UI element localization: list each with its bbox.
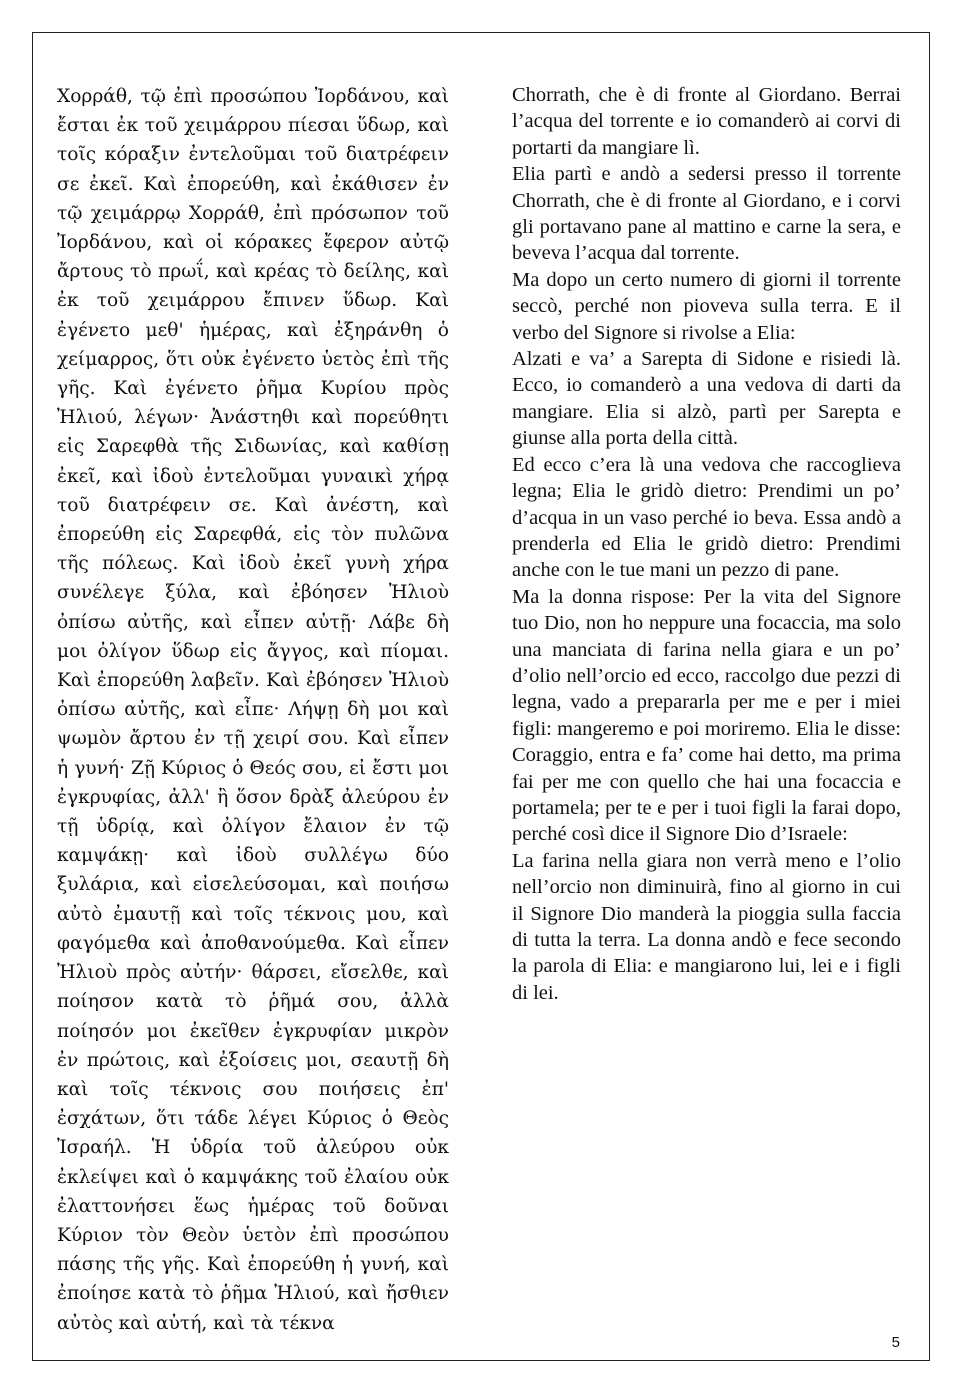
page-number: 5 (891, 1334, 900, 1351)
italian-paragraph: Ed ecco c’era là una vedova che raccoglieva legna; Elia le gridò dietro: Prendimi un po’ d’acqua in un vaso perché io beva. Essa andò a prenderla ed Elia le gridò dietro: Prendimi anche con le tue mani un pezzo di pane. (512, 453, 901, 582)
italian-paragraph: La farina nella giara non verrà meno e l’olio nell’orcio non diminuirà, fino al giorno in cui il Signore Dio manderà la pioggia sulla faccia di tutta la terra. La donna andò e fece secondo la parola di Elia: e mangiarono lui, lei e i figli di lei. (512, 849, 901, 1004)
italian-paragraph: Ma dopo un certo numero di giorni il torrente seccò, perché non pioveva sulla terra. E il verbo del Signore si rivolse a Elia: (512, 268, 901, 344)
italian-column (512, 82, 901, 1006)
italian-paragraph: Ma la donna rispose: Per la vita del Signore tuo Dio, non ho neppure una focaccia, ma solo una manciata di farina nella giara e un po’ d’olio nell’orcio ed ecco, raccolgo due pezzi di legna, vado a prepararla per me e per i miei figli: mangeremo e poi moriremo. Elia le disse: Coraggio, entra e fa’ come hai detto, ma prima fai per me con quello che hai una focaccia e portamela; per te e per i tuoi figli la farai dopo, perché così dice il Signore Dio d’Israele: (512, 585, 901, 846)
greek-column (57, 82, 449, 1338)
italian-paragraph: Chorrath, che è di fronte al Giordano. Berrai l’acqua del torrente e io comanderò ai corvi di portarti da mangiare lì. (512, 84, 901, 159)
italian-paragraph: Elia partì e andò a sedersi presso il torrente Chorrath, che è di fronte al Giordano, e i corvi gli portavano pane al mattino e carne la sera, e beveva l’acqua dal torrente. (512, 163, 901, 265)
italian-paragraph: Alzati e va’ a Sarepta di Sidone e risiedi là. Ecco, io comanderò a una vedova di darti da mangiare. Elia si alzò, partì per Sarepta e giunse alla porta della città. (512, 348, 901, 450)
greek-text: Χορράθ, τῷ ἐπὶ προσώπου Ἰορδάνου, καὶ ἔσται ἐκ τοῦ χειμάρρου πίεσαι ὕδωρ, καὶ τοῖς κόραξιν ἐντελοῦμαι τοῦ διατρέφειν σε ἐκεῖ. Καὶ ἐπορεύθη, καὶ ἐκάθισεν ἐν τῷ χειμάρρῳ Χορράθ, ἐπὶ πρόσωπον τοῦ Ἰορδάνου, καὶ οἱ κόρακες ἔφερον αὐτῷ ἄρτους τὸ πρωΐ, καὶ κρέας τὸ δείλης, καὶ ἐκ τοῦ χειμάρρου ἔπινεν ὕδωρ. Καὶ ἐγένετο μεθ' ἡμέρας, καὶ ἐξηράνθη ὁ χείμαρρος, ὅτι οὐκ ἐγένετο ὑετὸς ἐπὶ τῆς γῆς. Καὶ ἐγένετο ῥῆμα Κυρίου πρὸς Ἠλιού, λέγων· Ἀνάστηθι καὶ πορεύθητι εἰς Σαρεφθὰ τῆς Σιδωνίας, καὶ καθίσῃ ἐκεῖ, καὶ ἰδοὺ ἐντελοῦμαι γυναικὶ χήρᾳ τοῦ διατρέφειν σε. Καὶ ἀνέστη, καὶ ἐπορεύθη εἰς Σαρεφθά, εἰς τὸν πυλῶνα τῆς πόλεως. Καὶ ἰδοὺ ἐκεῖ γυνὴ χήρα συνέλεγε ξύλα, καὶ ἐβόησεν Ἠλιοὺ ὀπίσω αὐτῆς, καὶ εἶπεν αὐτῇ· Λάβε δὴ μοι ὀλίγον ὕδωρ εἰς ἄγγος, καὶ πίομαι. Καὶ ἐπορεύθη λαβεῖν. Καὶ ἐβόησεν Ἠλιοὺ ὀπίσω αὐτῆς, καὶ εἶπε· Λήψῃ δὴ μοι καὶ ψωμὸν ἄρτου ἐν τῇ χειρί σου. Καὶ εἶπεν ἡ γυνή· Ζῇ Κύριος ὁ Θεός σου, εἰ ἔστι μοι ἐγκρυφίας, ἀλλ' ἢ ὅσον δρὰξ ἀλεύρου ἐν τῇ ὑδρίᾳ, καὶ ὀλίγον ἔλαιον ἐν τῷ καμψάκῃ· καὶ ἰδοὺ συλλέγω δύο ξυλάρια, καὶ εἰσελεύσομαι, καὶ ποιήσω αὐτὸ ἐμαυτῇ καὶ τοῖς τέκνοις μου, καὶ φαγόμεθα καὶ ἀποθανούμεθα. Καὶ εἶπεν Ἠλιοὺ πρὸς αὐτήν· θάρσει, εἴσελθε, καὶ ποίησον κατὰ τὸ ῥῆμά σου, ἀλλὰ ποίησόν μοι ἐκεῖθεν ἐγκρυφίαν μικρὸν ἐν πρώτοις, καὶ ἐξοίσεις μοι, σεαυτῇ δὴ καὶ τοῖς τέκνοις σου ποιήσεις ἐπ' ἐσχάτων, ὅτι τάδε λέγει Κύριος ὁ Θεὸς Ἰσραήλ. Ἡ ὑδρία τοῦ ἀλεύρου οὐκ ἐκλείψει καὶ ὁ καμψάκης τοῦ ἐλαίου οὐκ ἐλαττονήσει ἕως ἡμέρας τοῦ δοῦναι Κύριον τὸν Θεὸν ὑετὸν ἐπὶ προσώπου πάσης τῆς γῆς. Καὶ ἐπορεύθη ἡ γυνή, καὶ ἐποίησε κατὰ τὸ ῥῆμα Ἠλιού, καὶ ἤσθιεν αὐτὸς καὶ αὐτή, καὶ τὰ τέκνα (57, 86, 449, 1334)
